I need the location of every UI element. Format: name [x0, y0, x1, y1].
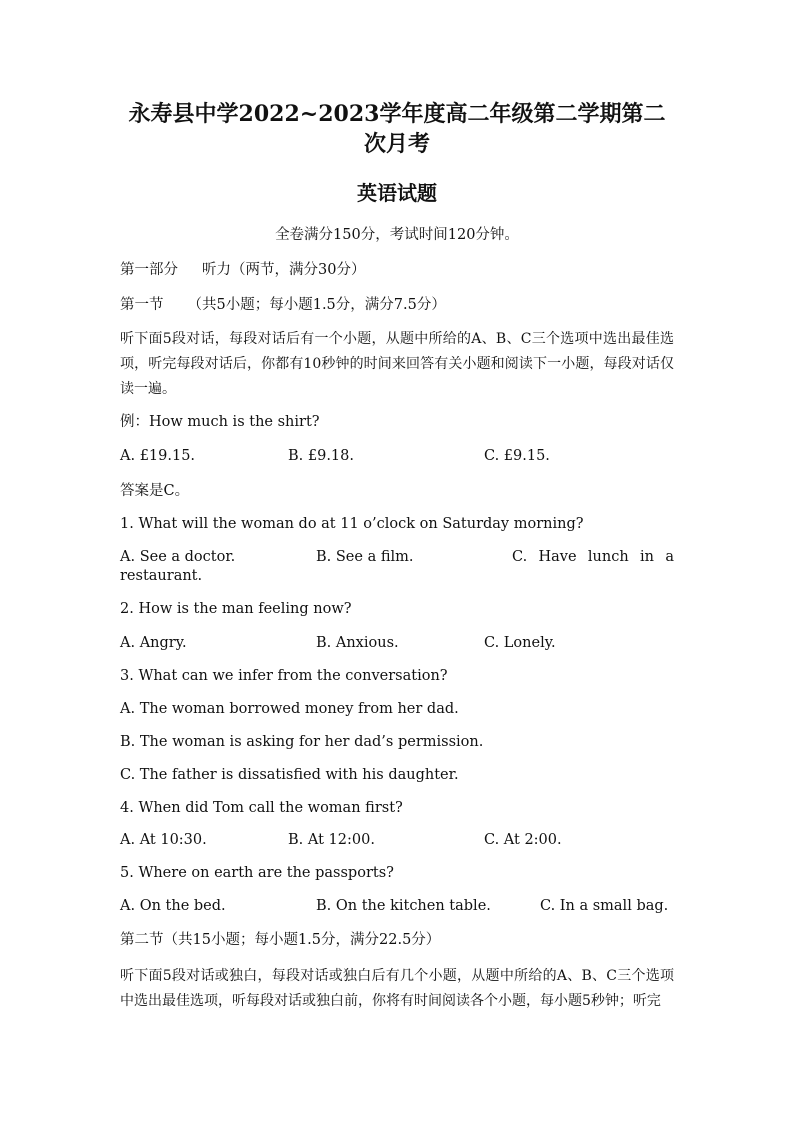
q5-option-b: B. On the kitchen table. [316, 898, 491, 914]
example-option-a: A. £19.15. [120, 448, 196, 464]
question-5: 5. Where on earth are the passports? [120, 865, 394, 881]
exam-title-line2: 次月考 [363, 131, 430, 157]
q5-option-c: C. In a small bag. [540, 898, 669, 914]
question-2: 2. How is the man feeling now? [120, 601, 352, 617]
part1-desc: 听力（两节，满分30分） [202, 262, 366, 278]
subject-title: 英语试题 [357, 181, 437, 205]
part1-label: 第一部分 [120, 262, 178, 278]
section2-desc: （共15小题；每小题1.5分，满分22.5分） [163, 932, 441, 948]
q4-option-c: C. At 2:00. [484, 832, 562, 848]
q1-option-b: B. See a film. [316, 549, 414, 565]
q3-option-a: A. The woman borrowed money from her dad. [120, 701, 459, 717]
question-3: 3. What can we infer from the conversation? [120, 668, 448, 684]
section2-instructions: 听下面5段对话或独白，每段对话或独白后有几个小题，从题中所给的A、B、C三个选项中选出最佳选项，听每段对话或独白前，你将有时间阅读各个小题，每小题5秒钟；听完 [120, 968, 674, 1009]
section1-heading [120, 295, 674, 315]
section1-desc: （共5小题；每小题1.5分，满分7.5分） [187, 297, 446, 313]
part1-heading [120, 260, 674, 280]
q2-option-a: A. Angry. [120, 635, 187, 651]
exam-title-line1: 永寿县中学2022~2023学年度高二年级第二学期第二 [128, 101, 666, 127]
q3-option-c: C. The father is dissatisfied with his daughter. [120, 767, 459, 783]
q2-option-c: C. Lonely. [484, 635, 556, 651]
question-1-options [120, 548, 674, 588]
q2-option-b: B. Anxious. [316, 635, 399, 651]
section1-instructions: 听下面5段对话，每段对话后有一个小题，从题中所给的A、B、C三个选项中选出最佳选项，听完每段对话后，你都有10秒钟的时间来回答有关小题和阅读下一小题，每段对话仅读一遍。 [120, 331, 674, 397]
example-option-c: C. £9.15. [484, 448, 550, 464]
section1-label: 第一节 [120, 297, 164, 313]
q1-option-c: C. Have lunch in a [512, 549, 674, 565]
question-1: 1. What will the woman do at 11 o’clock on Saturday morning? [120, 516, 584, 532]
question-4: 4. When did Tom call the woman first? [120, 800, 403, 816]
example-option-b: B. £9.18. [288, 448, 354, 464]
section2-label: 第二节 [120, 932, 164, 948]
q5-option-a: A. On the bed. [120, 898, 226, 914]
exam-info: 全卷满分150分，考试时间120分钟。 [275, 227, 519, 243]
q4-option-a: A. At 10:30. [120, 832, 207, 848]
q1-option-a: A. See a doctor. [120, 549, 236, 565]
q3-option-b: B. The woman is asking for her dad’s permission. [120, 734, 484, 750]
example-question: 例：How much is the shirt? [120, 414, 320, 430]
q1-option-c-cont: restaurant. [120, 568, 203, 584]
section2-heading [120, 930, 674, 950]
example-answer: 答案是C。 [120, 483, 190, 499]
q4-option-b: B. At 12:00. [288, 832, 375, 848]
